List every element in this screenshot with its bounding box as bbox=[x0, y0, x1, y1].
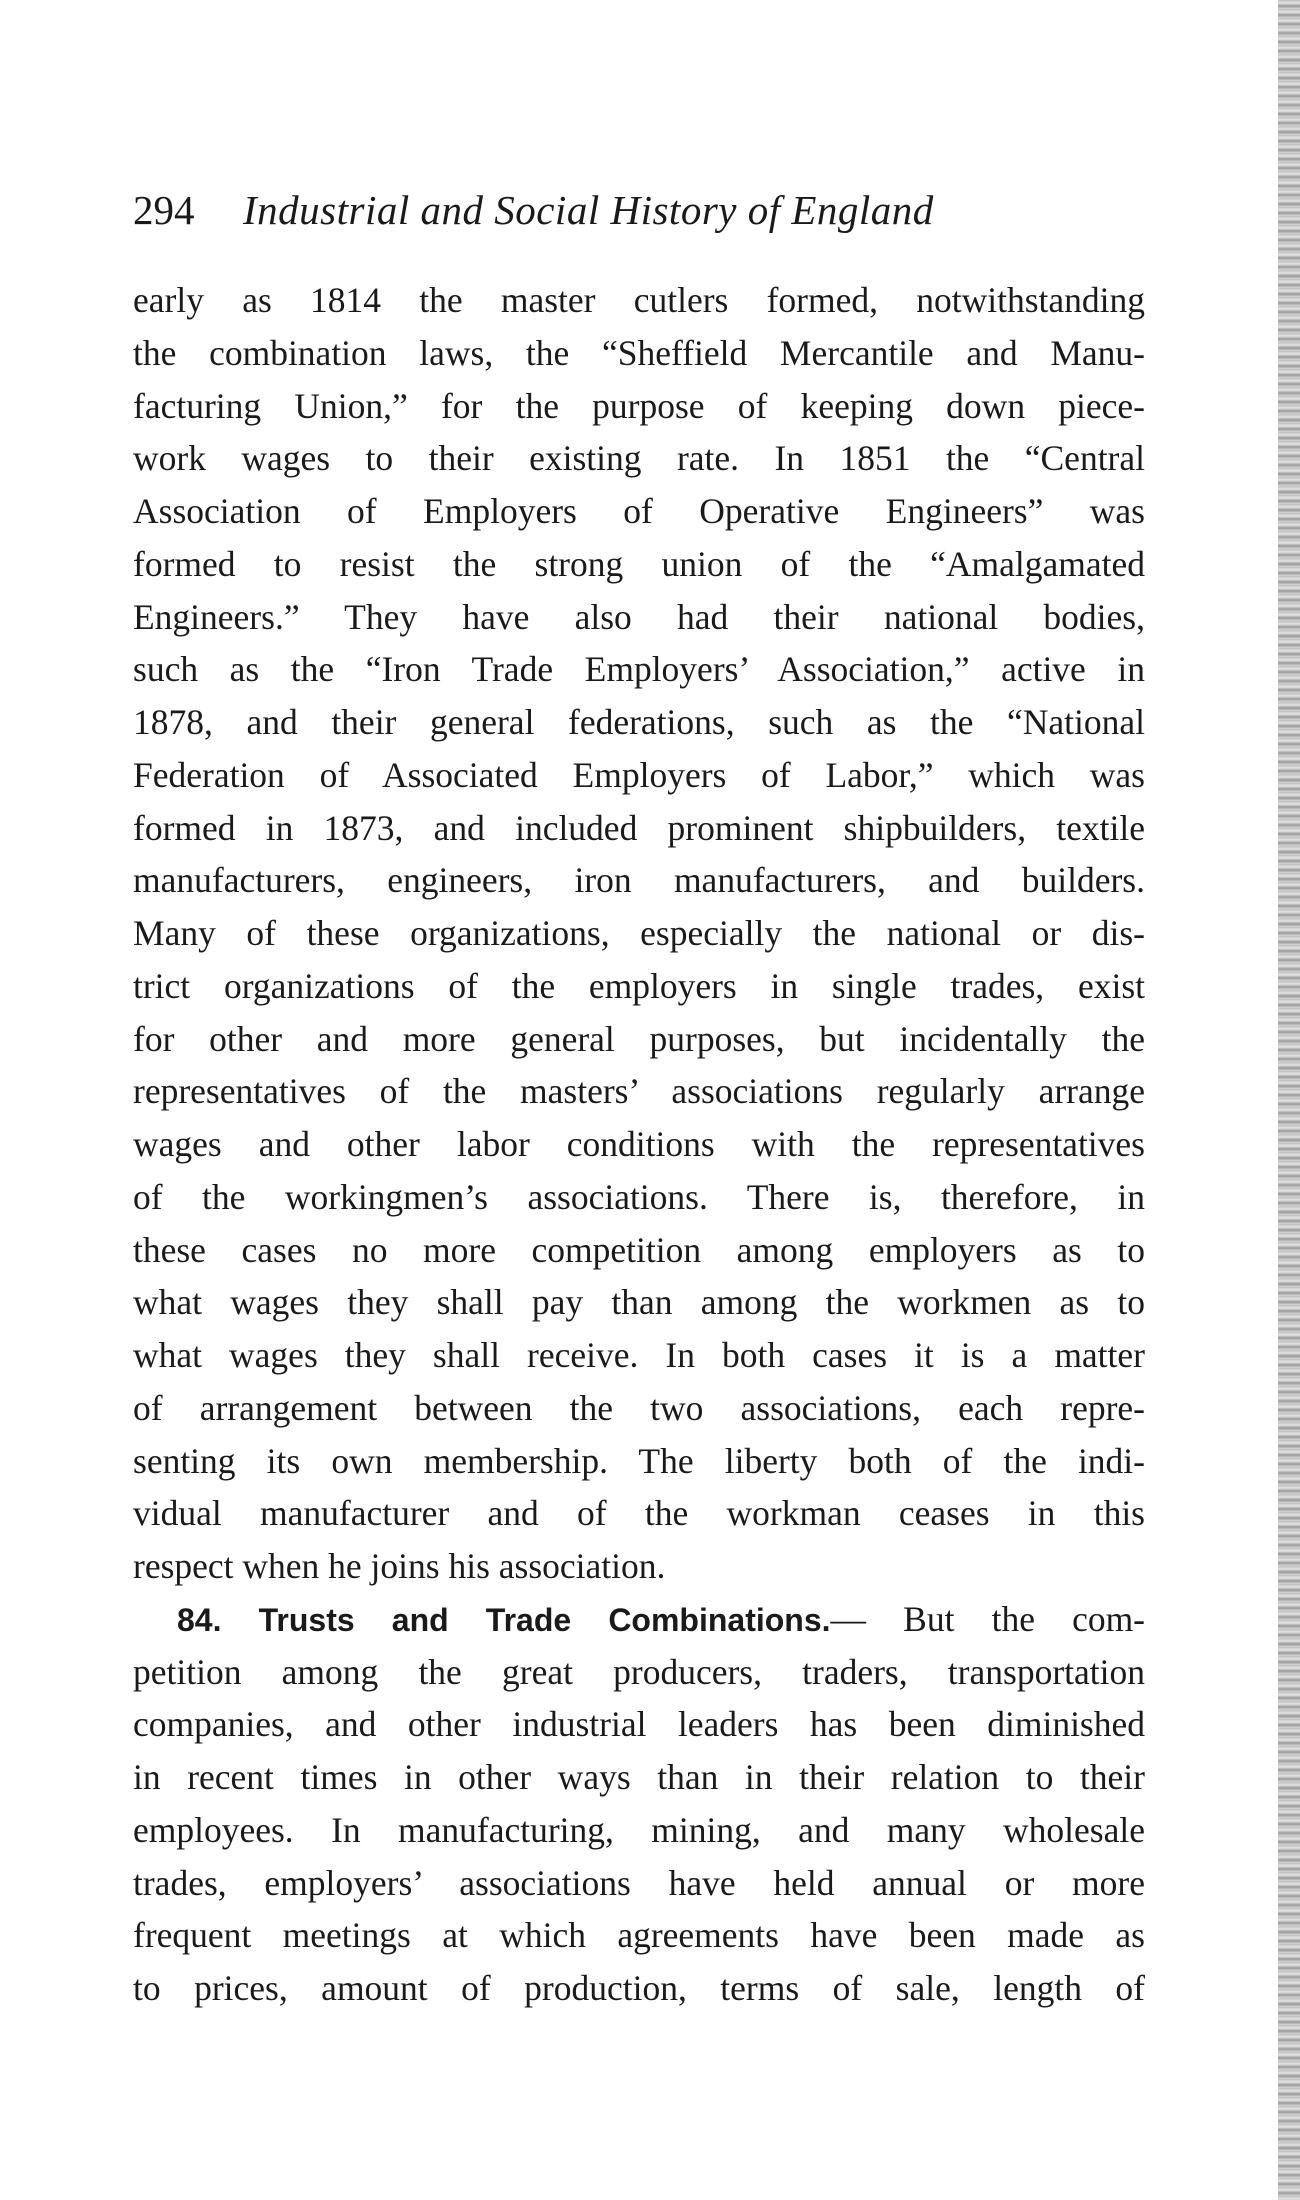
text-line: Association of Employers of Operative Engineers” was bbox=[133, 491, 1145, 531]
text-line: respect when he joins his association. bbox=[133, 1546, 666, 1586]
body-text bbox=[133, 274, 1145, 2015]
text-line: petition among the great producers, traders, transportation bbox=[133, 1651, 1145, 1692]
section-heading: 84. Trusts and Trade Combinations. bbox=[177, 1601, 831, 1638]
section-first-line bbox=[133, 1593, 1145, 1646]
text-line: what wages they shall receive. In both cases it is a matter bbox=[133, 1335, 1145, 1375]
text-line: what wages they shall pay than among the workmen as to bbox=[133, 1282, 1145, 1323]
text-line: trades, employers’ associations have held annual or more bbox=[133, 1862, 1145, 1903]
text-line: for other and more general purposes, but incidentally the bbox=[133, 1018, 1145, 1059]
text-line: of arrangement between the two associations, each repre- bbox=[133, 1387, 1145, 1428]
text-line: in recent times in other ways than in their relation to their bbox=[133, 1757, 1145, 1797]
page-edge-shadow bbox=[1278, 0, 1300, 2200]
running-title: Industrial and Social History of England bbox=[243, 187, 934, 233]
section-heading-continuation: — But the com- bbox=[830, 1598, 1145, 1639]
text-line: manufacturers, engineers, iron manufacturers, and builders. bbox=[133, 860, 1145, 901]
book-page bbox=[133, 180, 1145, 2015]
text-line: formed to resist the strong union of the “Amalgamated bbox=[133, 543, 1145, 584]
page-number: 294 bbox=[133, 187, 195, 233]
text-line: facturing Union,” for the purpose of keeping down piece- bbox=[133, 385, 1145, 426]
text-line: Engineers.” They have also had their national bodies, bbox=[133, 596, 1145, 637]
text-line: vidual manufacturer and of the workman ceases in this bbox=[133, 1493, 1145, 1534]
text-line: work wages to their existing rate. In 1851 the “Central bbox=[133, 438, 1145, 479]
text-line: representatives of the masters’ associations regularly arrange bbox=[133, 1071, 1145, 1112]
text-line: to prices, amount of production, terms of sale, length of bbox=[133, 1968, 1145, 2008]
text-line: the combination laws, the “Sheffield Mercantile and Manu- bbox=[133, 332, 1145, 373]
text-line: Many of these organizations, especially the national or dis- bbox=[133, 913, 1145, 953]
text-line: such as the “Iron Trade Employers’ Association,” active in bbox=[133, 649, 1145, 690]
running-head bbox=[133, 180, 1145, 246]
text-line: trict organizations of the employers in single trades, exist bbox=[133, 965, 1145, 1006]
text-line: companies, and other industrial leaders has been diminished bbox=[133, 1704, 1145, 1745]
text-line: of the workingmen’s associations. There is, therefore, in bbox=[133, 1176, 1145, 1217]
text-line: early as 1814 the master cutlers formed, notwithstanding bbox=[133, 280, 1145, 320]
text-line: employees. In manufacturing, mining, and many wholesale bbox=[133, 1809, 1145, 1850]
text-line: formed in 1873, and included prominent shipbuilders, textile bbox=[133, 807, 1145, 848]
text-line: wages and other labor conditions with the representatives bbox=[133, 1124, 1145, 1164]
text-line: frequent meetings at which agreements have been made as bbox=[133, 1915, 1145, 1956]
text-line: senting its own membership. The liberty both of the indi- bbox=[133, 1440, 1145, 1481]
text-line: Federation of Associated Employers of Labor,” which was bbox=[133, 754, 1145, 795]
text-line: 1878, and their general federations, such as the “National bbox=[133, 702, 1145, 742]
text-line: these cases no more competition among employers as to bbox=[133, 1229, 1145, 1270]
